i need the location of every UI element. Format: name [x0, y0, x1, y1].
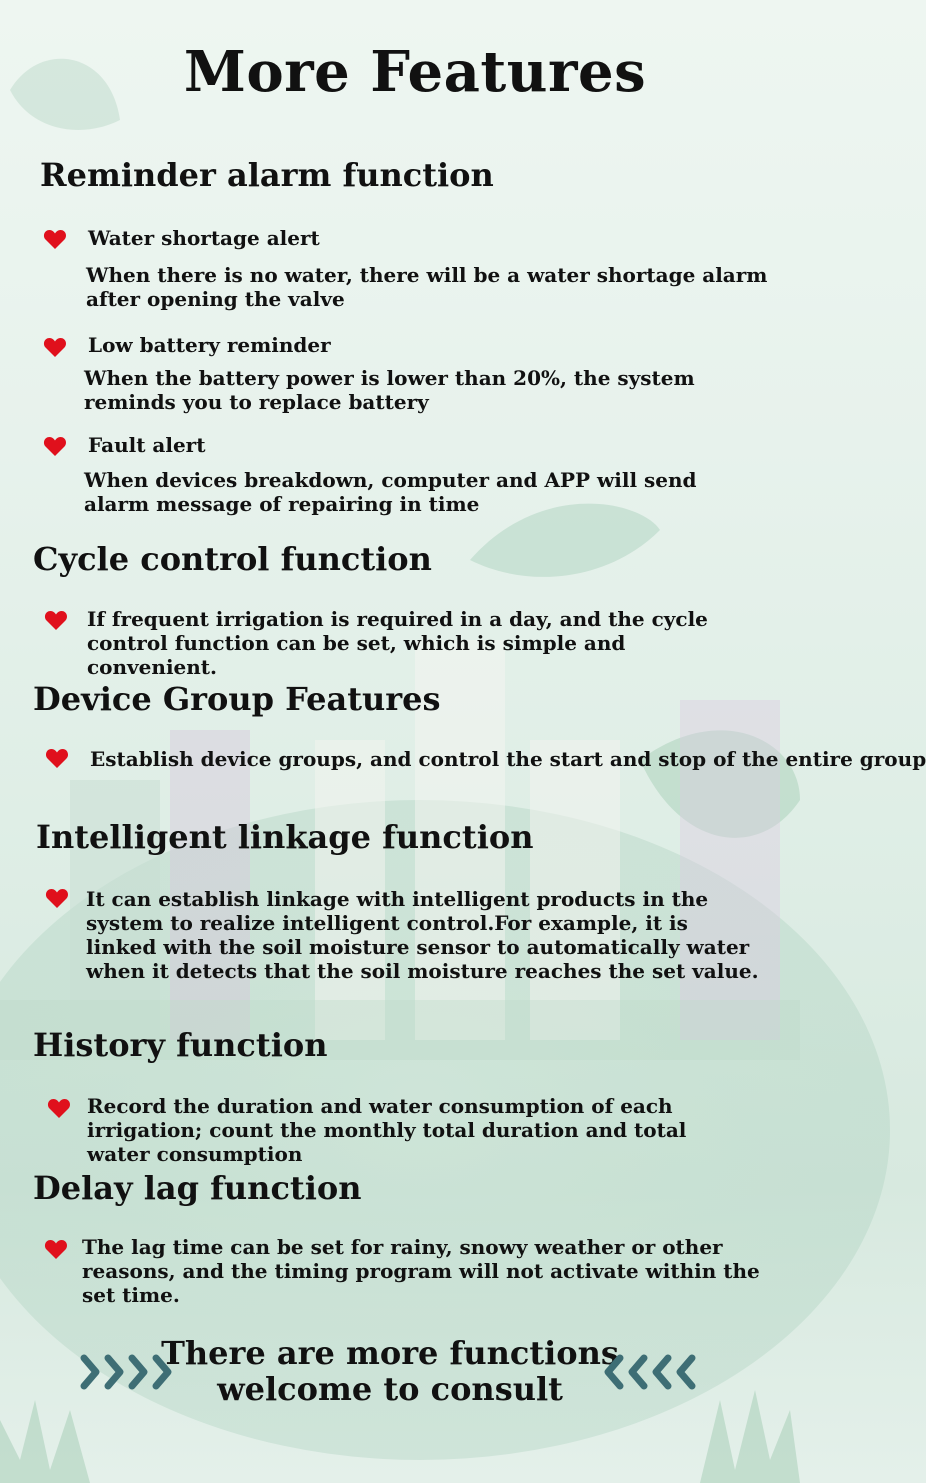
chevrons-left-icon [598, 1352, 698, 1392]
section-title-intelligent-linkage: Intelligent linkage function [36, 818, 534, 856]
section-title-reminder-alarm: Reminder alarm function [40, 156, 494, 194]
heart-icon [44, 609, 68, 631]
device-group-text: Establish device groups, and control the start and stop of the entire group [90, 747, 926, 771]
water-shortage-alert-label: Water shortage alert [88, 226, 320, 250]
footer-message [160, 1335, 620, 1407]
section-title-delay-lag: Delay lag function [33, 1169, 362, 1207]
heart-icon [45, 887, 69, 909]
fault-alert-text: When devices breakdown, computer and APP will send alarm message of repairing in time [84, 468, 697, 516]
low-battery-reminder-text: When the battery power is lower than 20%, the system reminds you to replace battery [84, 366, 695, 414]
heart-icon [45, 747, 69, 769]
low-battery-reminder-label: Low battery reminder [88, 333, 331, 357]
footer-line-2: welcome to consult [217, 1370, 563, 1408]
cycle-control-text: If frequent irrigation is required in a day, and the cycle control function can be set, which is simple and convenient. [87, 607, 708, 679]
section-title-device-group: Device Group Features [33, 680, 441, 718]
fault-alert-label: Fault alert [88, 433, 206, 457]
intelligent-linkage-text: It can establish linkage with intelligent products in the system to realize intelligent control.For example, it is linked with the soil moisture sensor to automatically water when it detects that the soil moisture reaches the set value. [86, 887, 759, 983]
page-title: More Features [183, 39, 647, 105]
heart-icon [47, 1097, 71, 1119]
heart-icon [43, 435, 67, 457]
section-title-history: History function [33, 1026, 328, 1064]
heart-icon [43, 228, 67, 250]
history-text: Record the duration and water consumption of each irrigation; count the monthly total duration and total water consumption [87, 1094, 687, 1166]
section-title-cycle-control: Cycle control function [33, 540, 432, 578]
heart-icon [44, 1238, 68, 1260]
footer-line-1: There are more functions [161, 1334, 619, 1372]
delay-lag-text: The lag time can be set for rainy, snowy weather or other reasons, and the timing program will not activate within the set time. [82, 1235, 760, 1307]
heart-icon [43, 336, 67, 358]
water-shortage-alert-text: When there is no water, there will be a water shortage alarm after opening the valve [86, 263, 768, 311]
